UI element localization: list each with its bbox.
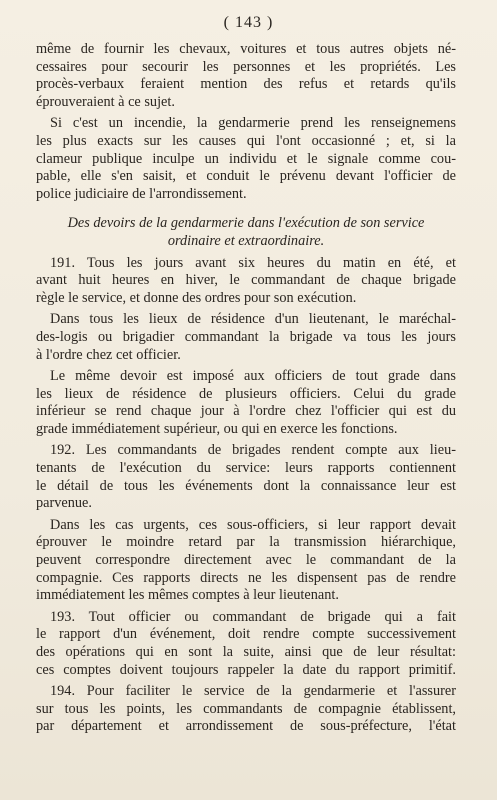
text-line: parvenue. <box>36 495 92 512</box>
paragraph <box>36 41 456 111</box>
text-line: Le même devoir est imposé aux officiers de tout grade dans <box>50 368 456 385</box>
text-line: éprouveraient à ce sujet. <box>36 93 175 110</box>
section-heading <box>36 215 456 250</box>
text-line: le rapport d'un événement, doit rendre compte successivement <box>36 626 456 643</box>
text-line: ces comptes doivent toujours rappeler la date du rapport primitif. <box>36 661 456 678</box>
page-number: ( 143 ) <box>223 14 274 31</box>
text-line: à l'ordre chez cet officier. <box>36 346 181 363</box>
text-line: 191. Tous les jours avant six heures du matin en été, et <box>50 254 456 271</box>
paragraph <box>36 255 456 308</box>
text-line: les plus exacts sur les causes qui l'ont occasionné ; et, si la <box>36 132 456 149</box>
text-line: les lieux de résidence de plusieurs officiers. Celui du grade <box>36 385 456 402</box>
text-line: immédiatement les mêmes comptes à leur lieutenant. <box>36 587 339 604</box>
text-line: même de fournir les chevaux, voitures et tous autres objets né- <box>36 41 456 57</box>
text-line: grade immédiatement supérieur, ou qui en exerce les fonctions. <box>36 420 398 437</box>
text-line: cessaires pour secourir les personnes et les propriétés. Les <box>36 58 456 75</box>
text-line: règle le service, et donne des ordres pour son exécution. <box>36 289 357 306</box>
text-line: Dans tous les lieux de résidence d'un lieutenant, le maréchal- <box>50 311 456 328</box>
page-text <box>36 41 456 736</box>
text-line: police judiciaire de l'arrondissement. <box>36 185 247 202</box>
text-line: des opérations qui en sont la suite, ainsi que de leur résultat: <box>36 644 456 660</box>
text-line: des-logis ou brigadier commandant la brigade va tous les jours <box>36 328 456 345</box>
text-line: clameur publique inculpe un individu et le signale comme cou- <box>36 150 456 167</box>
text-line: sur tous les points, les commandants de compagnie établissent, <box>36 700 456 717</box>
text-line: pable, elle s'en saisit, et conduit le prévenu devant l'officier de <box>36 168 456 185</box>
text-line: 194. Pour faciliter le service de la gendarmerie et l'assurer <box>50 683 456 700</box>
paragraph <box>36 683 456 736</box>
text-line: compagnie. Ces rapports directs ne les dispensent pas de rendre <box>36 569 456 586</box>
paragraph <box>36 609 456 679</box>
text-line: inférieur se rend chaque jour à l'ordre chez l'officier qui est du <box>36 403 456 420</box>
text-line: 192. Les commandants de brigades rendent compte aux lieu- <box>50 442 456 459</box>
text-line: 193. Tout officier ou commandant de brigade qui a fait <box>50 608 456 625</box>
paragraph <box>36 368 456 438</box>
text-line: par département et arrondissement de sous-préfecture, l'état <box>36 718 456 735</box>
paragraph <box>36 311 456 364</box>
text-line: éprouver le moindre retard par la transmission hiérarchique, <box>36 534 456 551</box>
paragraph <box>36 115 456 203</box>
text-line: peuvent correspondre directement avec le commandant de la <box>36 552 456 569</box>
heading-line: ordinaire et extraordinaire. <box>167 232 325 249</box>
text-line: Si c'est un incendie, la gendarmerie prend les renseignemens <box>50 115 456 132</box>
text-line: tenants de l'exécution du service: leurs rapports contiennent <box>36 460 456 477</box>
text-line: Dans les cas urgents, ces sous-officiers, si leur rapport devait <box>50 516 456 533</box>
paragraph <box>36 442 456 512</box>
text-line: le détail de tous les événements dont la connaissance leur est <box>36 477 456 494</box>
text-line: procès-verbaux feraient mention des refus et retards qu'ils <box>36 76 456 93</box>
text-line: avant huit heures en hiver, le commandant de chaque brigade <box>36 272 456 289</box>
paragraph <box>36 517 456 605</box>
heading-line: Des devoirs de la gendarmerie dans l'exécution de son service <box>67 215 425 232</box>
